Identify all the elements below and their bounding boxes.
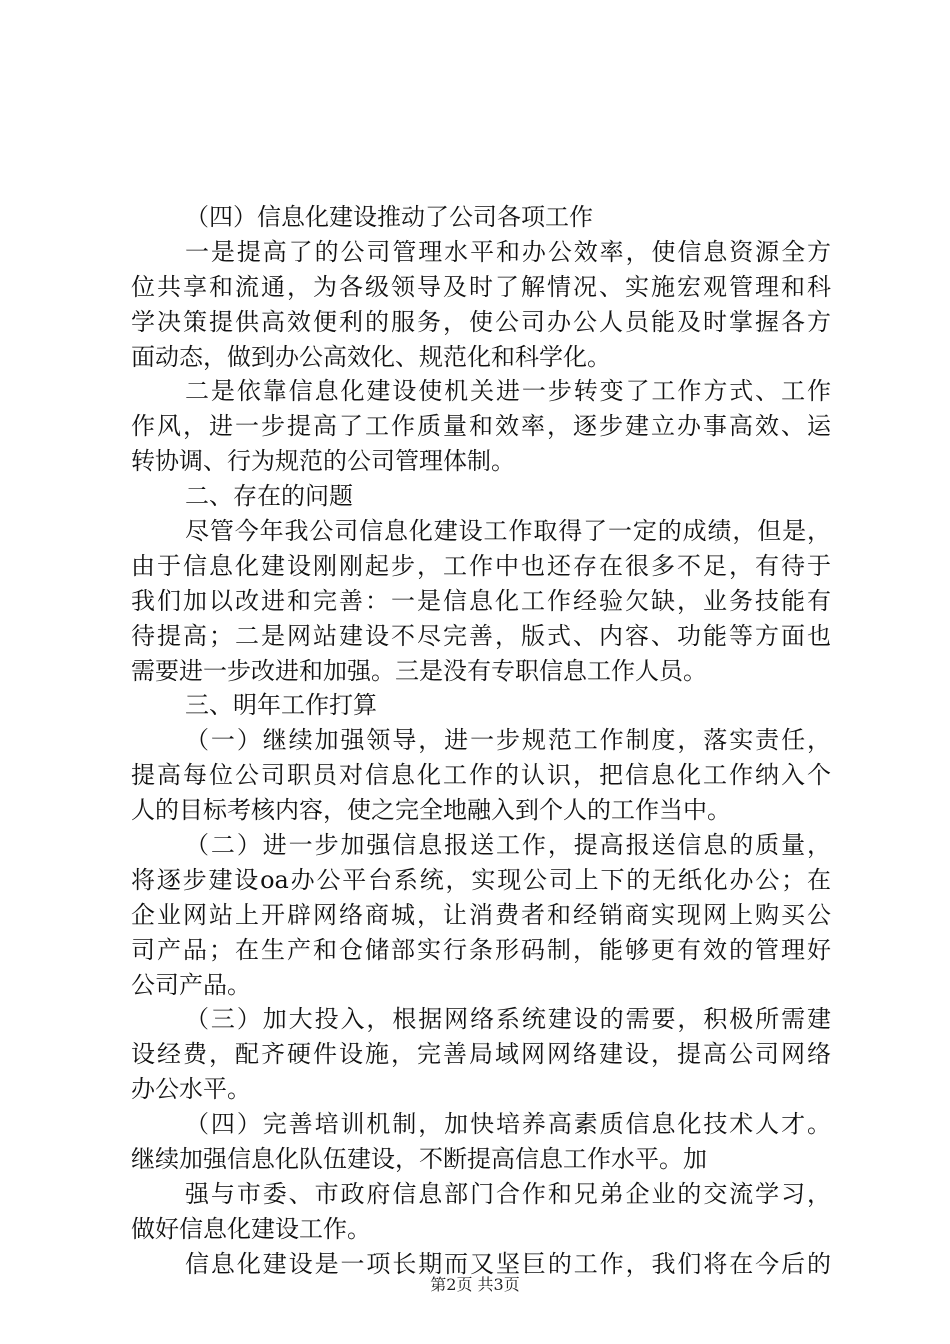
page-footer: 第2页 共3页 bbox=[430, 1275, 520, 1294]
text-line: 面动态，做到办公高效化、规范化和科学化。 bbox=[131, 342, 611, 371]
text-line: 二是依靠信息化建设使机关进一步转变了工作方式、工作 bbox=[185, 377, 831, 406]
text-line: （二）进一步加强信息报送工作，提高报送信息的质量， bbox=[185, 831, 831, 860]
text-line: 位共享和流通，为各级领导及时了解情况、实施宏观管理和科 bbox=[131, 272, 831, 301]
text-line: 转协调、行为规范的公司管理体制。 bbox=[131, 447, 515, 476]
text-line: 做好信息化建设工作。 bbox=[131, 1214, 371, 1243]
text-line: （一）继续加强领导，进一步规范工作制度，落实责任， bbox=[185, 726, 831, 755]
text-line: 人的目标考核内容，使之完全地融入到个人的工作当中。 bbox=[131, 796, 731, 825]
text-line: 二、存在的问题 bbox=[185, 482, 353, 511]
text-line: 强与市委、市政府信息部门合作和兄弟企业的交流学习， bbox=[185, 1179, 831, 1208]
text-line: 办公水平。 bbox=[131, 1075, 251, 1104]
text-line: 学决策提供高效便利的服务，使公司办公人员能及时掌握各方 bbox=[131, 307, 831, 336]
text-line: 我们加以改进和完善：一是信息化工作经验欠缺，业务技能有 bbox=[131, 586, 831, 615]
text-line: 三、明年工作打算 bbox=[185, 691, 377, 720]
text-line: 继续加强信息化队伍建设，不断提高信息工作水平。加 bbox=[131, 1145, 707, 1174]
text-line: 提高每位公司职员对信息化工作的认识，把信息化工作纳入个 bbox=[131, 761, 831, 790]
text-line: （三）加大投入，根据网络系统建设的需要，积极所需建 bbox=[185, 1005, 831, 1034]
text-line: 由于信息化建设刚刚起步，工作中也还存在很多不足，有待于 bbox=[131, 551, 831, 580]
text-line: 尽管今年我公司信息化建设工作取得了一定的成绩，但是， bbox=[185, 517, 831, 546]
text-line: 需要进一步改进和加强。三是没有专职信息工作人员。 bbox=[131, 656, 707, 685]
text-line: （四）信息化建设推动了公司各项工作 bbox=[185, 203, 593, 231]
text-line: 公司产品。 bbox=[131, 970, 251, 999]
text-line: 企业网站上开辟网络商城，让消费者和经销商实现网上购买公 bbox=[131, 900, 831, 929]
text-line: 信息化建设是一项长期而又坚巨的工作，我们将在今后的 bbox=[185, 1249, 831, 1278]
text-line: 设经费，配齐硬件设施，完善局域网网络建设，提高公司网络 bbox=[131, 1040, 831, 1069]
text-line: （四）完善培训机制，加快培养高素质信息化技术人才。 bbox=[185, 1110, 831, 1139]
text-line: 将逐步建设oa办公平台系统，实现公司上下的无纸化办公；在 bbox=[131, 865, 831, 894]
text-line: 作风，进一步提高了工作质量和效率，逐步建立办事高效、运 bbox=[131, 412, 831, 441]
text-line: 司产品；在生产和仓储部实行条形码制，能够更有效的管理好 bbox=[131, 935, 831, 964]
text-line: 一是提高了的公司管理水平和办公效率，使信息资源全方 bbox=[185, 237, 831, 266]
document-body bbox=[131, 200, 831, 1282]
text-line: 待提高；二是网站建设不尽完善，版式、内容、功能等方面也 bbox=[131, 621, 831, 650]
